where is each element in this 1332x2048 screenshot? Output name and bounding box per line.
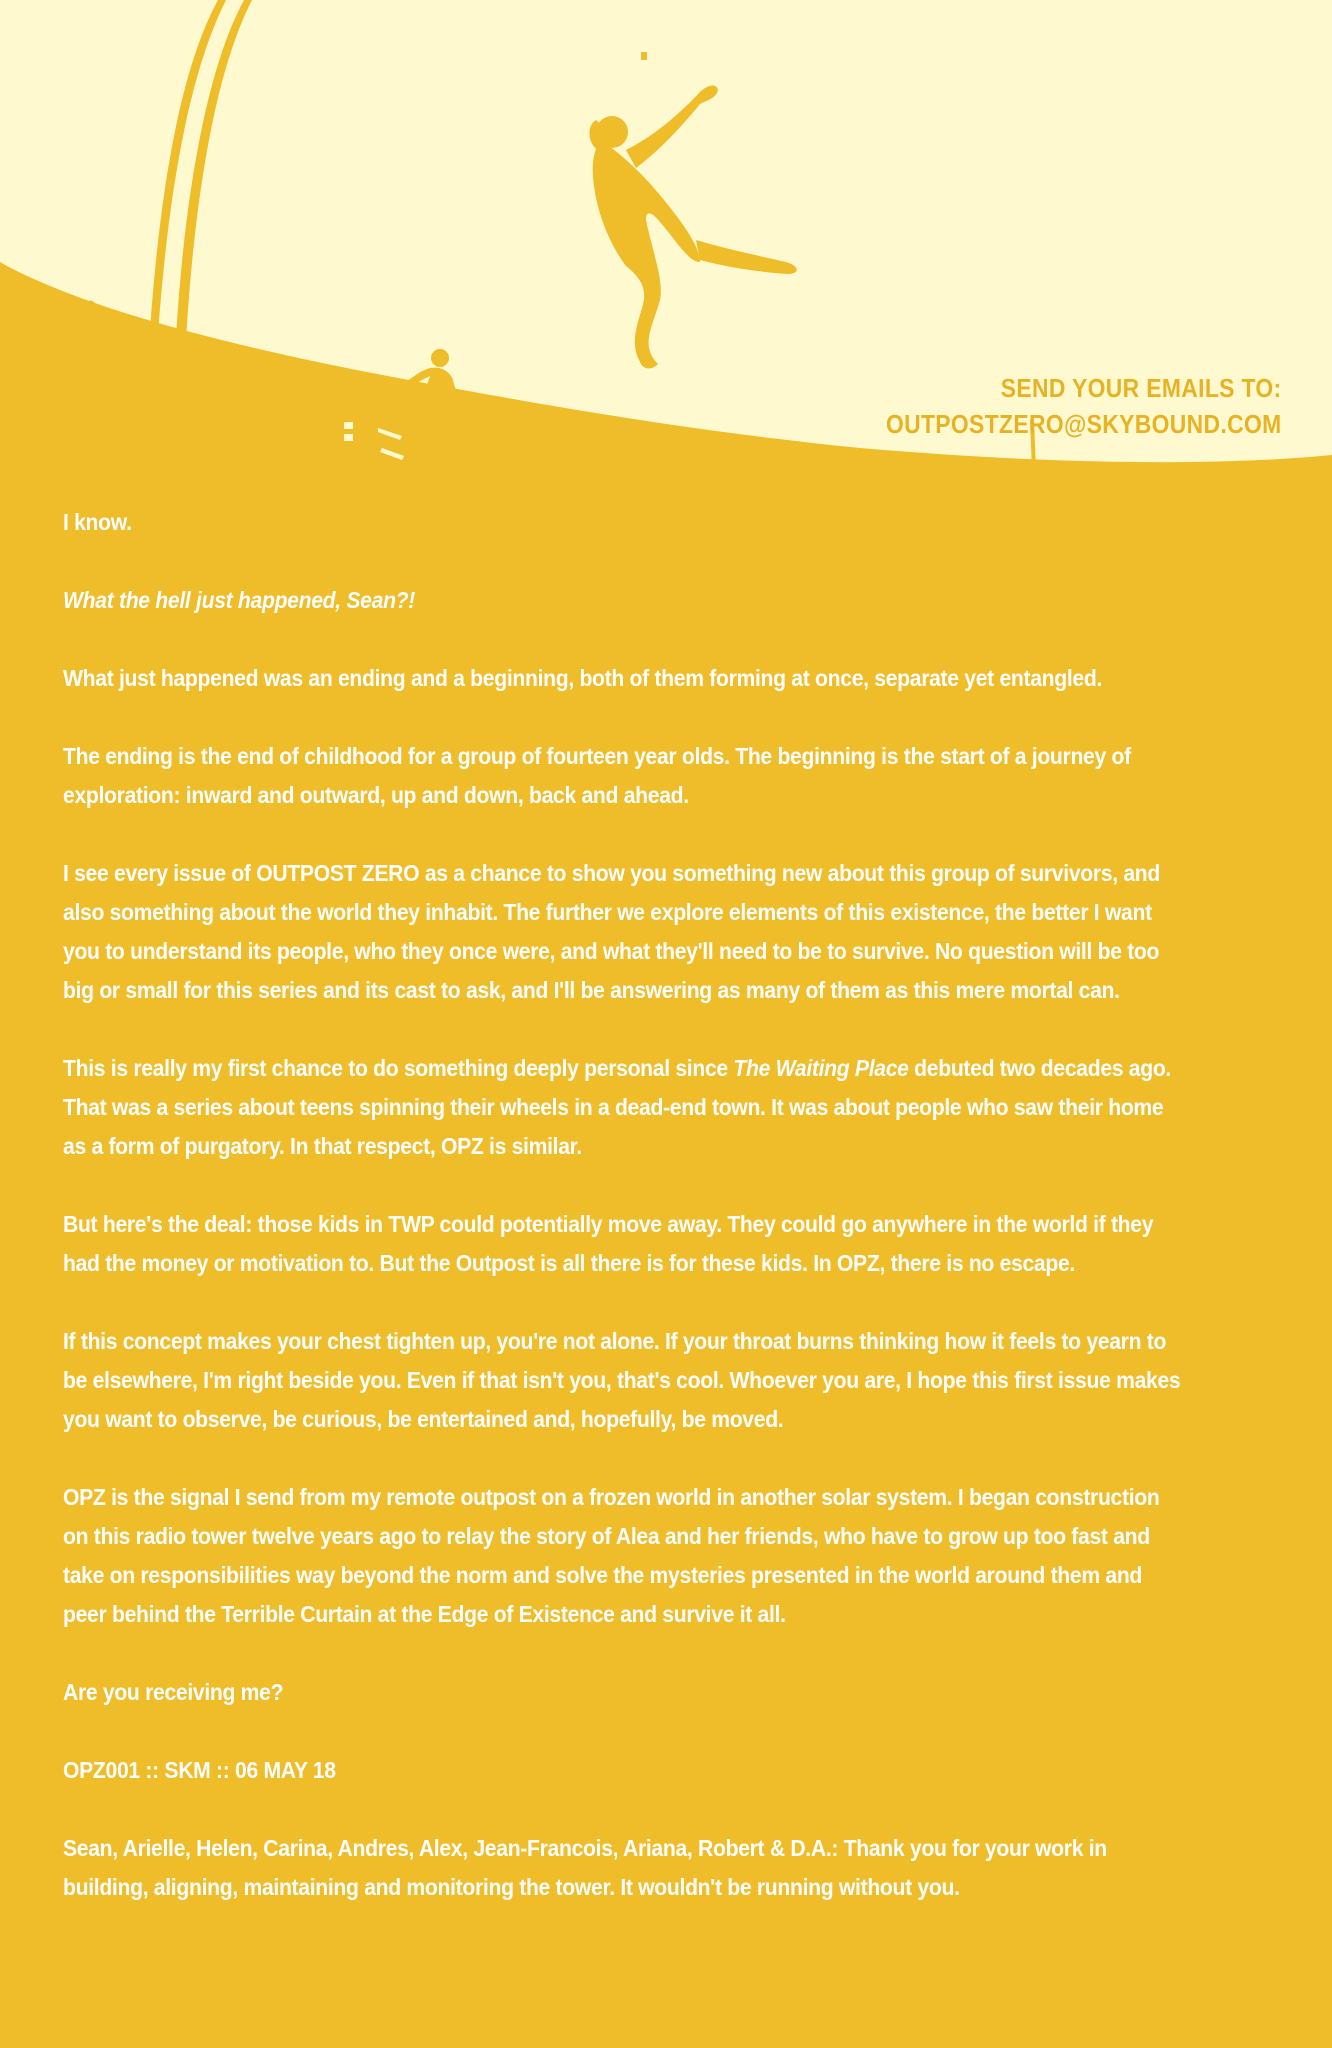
paragraph-intro: I know.	[63, 509, 132, 535]
paragraph-series: I see every issue of OUTPOST ZERO as a chance to show you something new about this group of survivors, and also something about the world they inhabit. The further we explore elements of this existence, the better I want you to understand its people, who they once were, and what they'll need to be to survive. No question will be too big or small for this series and its cast to ask, and I'll be answering as many of them as this mere mortal can.	[63, 860, 1160, 1003]
email-callout	[886, 370, 1282, 442]
waiting-place-title: The Waiting Place	[733, 1055, 909, 1081]
paragraph-answer: What just happened was an ending and a beginning, both of them forming at once, separate yet entangled.	[63, 665, 1103, 691]
speck	[641, 52, 647, 60]
pole-left	[90, 300, 100, 380]
paragraph-personal	[63, 1049, 1181, 1166]
paragraph-personal-b: debuted two decades ago. That was a series about teens spinning their wheels in a dead-end town. It was about people who saw their home as a form of purgatory. In that respect, OPZ is similar.	[63, 1055, 1171, 1159]
paragraph-receiving: Are you receiving me?	[63, 1679, 284, 1705]
paragraph-signature: OPZ001 :: SKM :: 06 MAY 18	[63, 1757, 336, 1783]
paragraph-deal: But here's the deal: those kids in TWP could potentially move away. They could go anywhere in the world if they had the money or motivation to. But the Outpost is all there is for these kids. In OPZ, there is no escape.	[63, 1211, 1154, 1276]
paragraph-concept: If this concept makes your chest tighten up, you're not alone. If your throat burns thinking how it feels to yearn to be elsewhere, I'm right beside you. Even if that isn't you, that's cool. Whoever you are, I hope this first issue makes you want to observe, be curious, be entertained and, hopefully, be moved.	[63, 1328, 1181, 1432]
paragraph-signal: OPZ is the signal I send from my remote outpost on a frozen world in another solar system. I began construction on this radio tower twelve years ago to relay the story of Alea and her friends, who have to grow up too fast and take on responsibilities way beyond the norm and solve the mysteries presented in the world around them and peer behind the Terrible Curtain at the Edge of Existence and survive it all.	[63, 1484, 1160, 1627]
paragraph-ending: The ending is the end of childhood for a group of fourteen year olds. The beginning is the start of a journey of exploration: inward and outward, up and down, back and ahead.	[63, 743, 1131, 808]
ground-marks	[344, 422, 404, 460]
email-label: SEND YOUR EMAILS TO:	[1001, 373, 1282, 403]
paragraph-personal-a: This is really my first chance to do something deeply personal since	[63, 1055, 734, 1081]
email-address[interactable]: OUTPOSTZERO@SKYBOUND.COM	[886, 409, 1282, 439]
paragraph-question: What the hell just happened, Sean?!	[63, 587, 416, 613]
paragraph-thanks: Sean, Arielle, Helen, Carina, Andres, Alex, Jean-Francois, Ariana, Robert & D.A.: Thank you for your work in building, aligning, maintaining and monitoring the tower. It wouldn't be running without you.	[63, 1835, 1107, 1900]
letter-body	[63, 503, 1181, 1946]
